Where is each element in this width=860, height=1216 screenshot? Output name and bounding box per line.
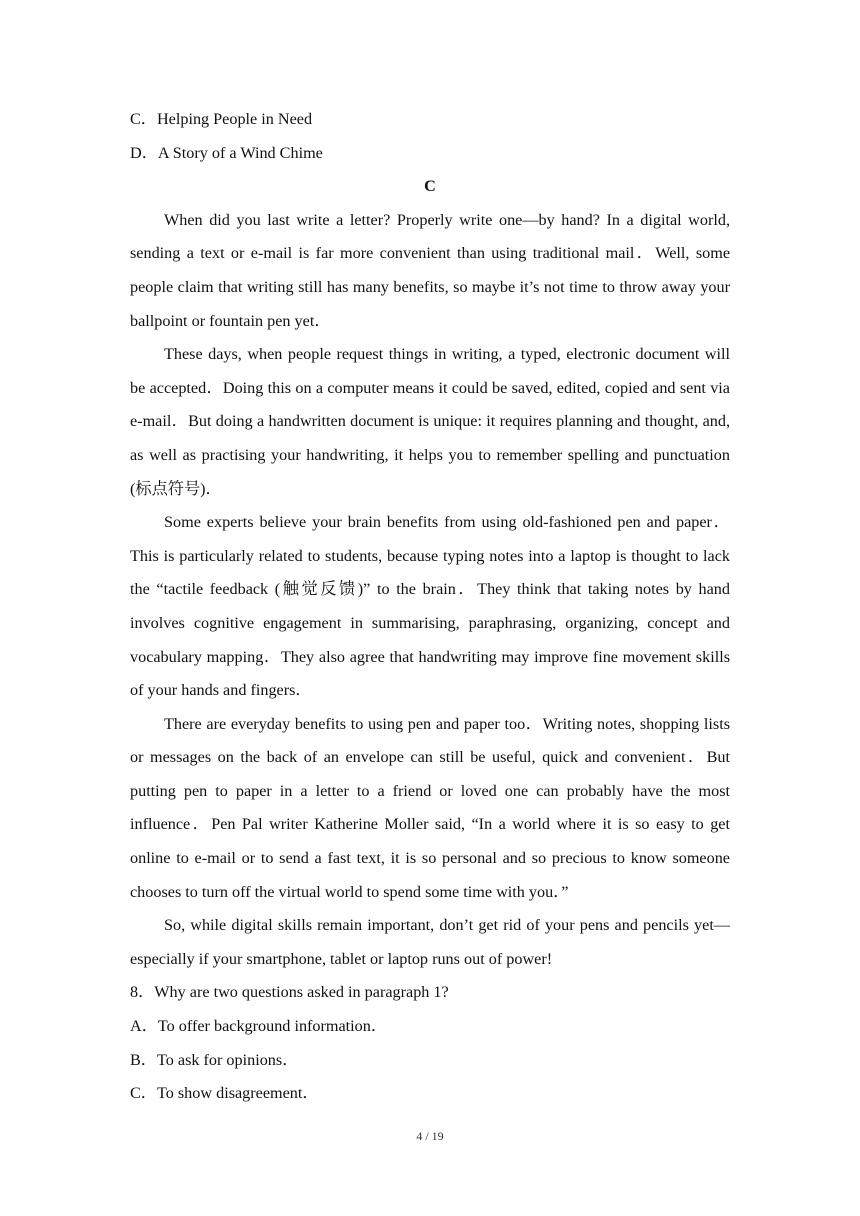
passage-paragraph-4: There are everyday benefits to using pen and paper too．Writing notes, shopping lists or messages on the back of an envelope can still be useful, quick and convenient．But putting pen to paper in a letter to a friend or loved one can probably have the most influence．Pen Pal writer Katherine Moller said, “In a world where it is so easy to get online to e-mail or to send a fast text, it is so personal and so precious to know someone chooses to turn off the virtual world to spend some time with you．” bbox=[130, 714, 730, 901]
passage-paragraph-1: When did you last write a letter? Properly write one—by hand? In a digital world, sending a text or e-mail is far more convenient than using traditional mail．Well, some people claim that writing still has many benefits, so maybe it’s not time to throw away your ballpoint or fountain pen yet． bbox=[130, 210, 730, 330]
passage-paragraph-5: So, while digital skills remain important, don’t get rid of your pens and pencils yet—especially if your smartphone, tablet or laptop runs out of power! bbox=[130, 916, 730, 968]
question-option-a: A．To offer background information． bbox=[130, 1017, 388, 1036]
passage-paragraph-2: These days, when people request things in writing, a typed, electronic document will be accepted．Doing this on a computer means it could be saved, edited, copied and sent via e-mail．But doing a handwritten document is unique: it requires planning and thought, and, as well as practising your handwriting, it helps you to remember spelling and punctuation (标点符号)． bbox=[130, 345, 730, 498]
option-d-prev: D．A Story of a Wind Chime bbox=[130, 143, 323, 162]
option-c-prev: C．Helping People in Need bbox=[130, 110, 313, 128]
question-option-b: B．To ask for opinions． bbox=[130, 1050, 299, 1069]
page-number: 4 / 19 bbox=[416, 1129, 444, 1143]
passage-paragraph-3: Some experts believe your brain benefits from using old-fashioned pen and paper．This is particularly related to students, because typing notes into a laptop is thought to lack the “tactile feedback (触觉反馈)” to the brain．They think that taking notes by hand involves cognitive engagement in summarising, paraphrasing, organizing, concept and vocabulary mapping．They also agree that handwriting may improve fine movement skills of your hands and fingers． bbox=[130, 513, 730, 700]
page-content bbox=[130, 103, 730, 1111]
question-option-c: C．To show disagreement． bbox=[130, 1084, 319, 1103]
section-heading: C bbox=[424, 177, 436, 196]
question-stem: 8．Why are two questions asked in paragraph 1? bbox=[130, 983, 449, 1002]
